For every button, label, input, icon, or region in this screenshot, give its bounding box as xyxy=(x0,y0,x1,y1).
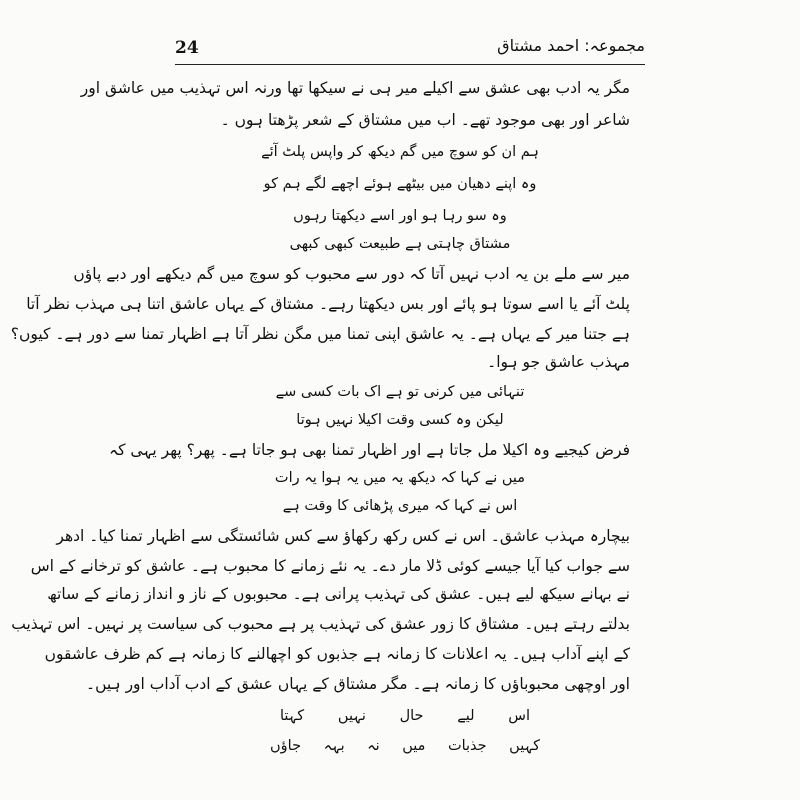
prose-line: پلٹ آئے یا اسے سوتا ہو پائے اور بس دیکھتا رہے۔ مشتاق کے یہاں عاشق اتنا ہی مہذب نظر آتا xyxy=(26,295,630,313)
verse-line: ہم ان کو سوچ میں گم دیکھ کر واپس پلٹ آئے xyxy=(261,144,539,160)
prose-line: نے بہانے سیکھ لیے ہیں۔ عشق کی تہذیب پرانی ہے۔ محبوبوں کے ناز و انداز زمانے کے ساتھ xyxy=(47,585,630,603)
verse-line: تنہائی میں کرنی تو ہے اک بات کسی سے xyxy=(275,384,525,400)
prose-line: ہے جتنا میر کے یہاں ہے۔ یہ عاشق اپنی تمنا میں مگن نظر آتا ہے اظہار تمنا سے دور ہے۔ کیوں؟ xyxy=(10,325,630,343)
header-rule xyxy=(175,64,645,65)
prose-line: بیچارہ مہذب عاشق۔ اس نے کس رکھ رکھاؤ سے کس شائستگی سے اظہار تمنا کیا۔ ادھر xyxy=(56,527,630,545)
prose-line: میر سے ملے بن یہ ادب نہیں آتا کہ دور سے محبوب کو سوچ میں گم دیکھے اور دبے پاؤں xyxy=(73,265,630,283)
verse-line: مشتاق چاہتی ہے طبیعت کبھی کبھی xyxy=(289,236,511,252)
verse-line: کہیں جذبات میں نہ بہہ جاؤں xyxy=(270,738,540,754)
prose-line: فرض کیجیے وہ اکیلا مل جاتا ہے اور اظہار تمنا بھی ہو جاتا ہے۔ پھر؟ پھر یہی کہ xyxy=(109,441,630,459)
page-header xyxy=(175,36,645,66)
prose-line: سے جواب کیا آیا جیسے کوئی ڈلا مار دے۔ یہ نئے زمانے کا محبوب ہے۔ عاشق کو ترخانے کے اس xyxy=(30,557,630,575)
prose-line: اور اوچھی محبوباؤں کا زمانہ ہے۔ مگر مشتاق کے یہاں عشق کے ادب آداب اور ہیں۔ xyxy=(86,675,630,693)
verse-line: لیکن وہ کسی وقت اکیلا نہیں ہوتا xyxy=(296,412,504,428)
page-number: 24 xyxy=(175,38,199,58)
verse-line: اس نے کہا کہ میری پڑھائی کا وقت ہے xyxy=(282,498,518,514)
verse-line: میں نے کہا کہ دیکھ یہ میں یہ ہوا یہ رات xyxy=(274,470,526,486)
verse-line: وہ اپنے دھیان میں بیٹھے ہوئے اچھے لگے ہم کو xyxy=(263,176,537,192)
prose-line: کے اپنے آداب ہیں۔ یہ اعلانات کا زمانہ ہے جذبوں کو اچھالنے کا زمانہ ہے کم ظرف عاشقوں xyxy=(44,645,630,663)
prose-line: شاعر اور بھی موجود تھے۔ اب میں مشتاق کے شعر پڑھتا ہوں ۔ xyxy=(220,111,630,129)
verse-line: وہ سو رہا ہو اور اسے دیکھتا رہوں xyxy=(293,208,507,224)
prose-line: مگر یہ ادب بھی عشق سے اکیلے میر ہی نے سیکھا تھا ورنہ اس تہذیب میں عاشق اور xyxy=(80,79,630,97)
prose-line: مہذب عاشق جو ہوا۔ xyxy=(487,353,630,371)
prose-line: بدلتے رہتے ہیں۔ مشتاق کا زور عشق کی تہذیب پر ہے محبوب کی سیاست پر نہیں۔ اس تہذیب xyxy=(11,615,630,633)
verse-line: اس لیے حال نہیں کہتا xyxy=(280,708,530,724)
running-head: مجموعہ: احمد مشتاق xyxy=(497,36,645,55)
